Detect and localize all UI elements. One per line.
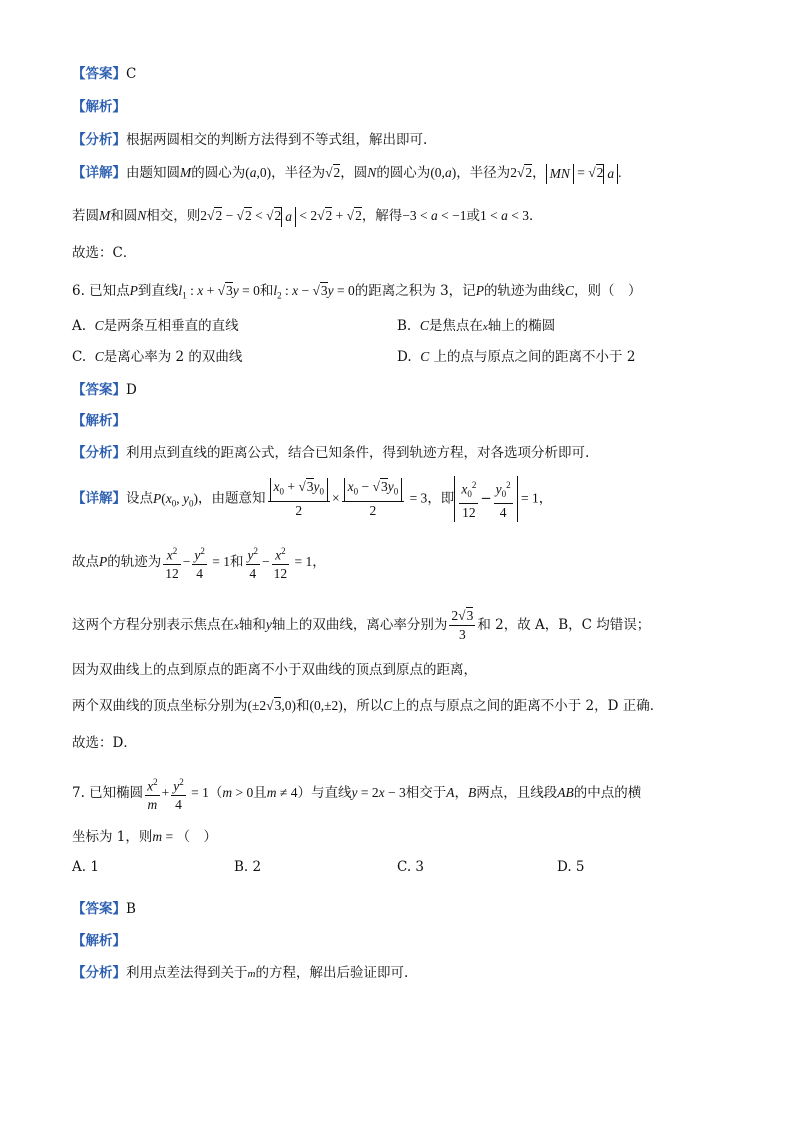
option-letter: D. <box>397 349 412 365</box>
q5-detail-text: 相交，则 <box>146 208 201 224</box>
q6-vertex-text: ，所以 <box>342 698 384 714</box>
q6-option-c <box>72 347 242 367</box>
q6-choice: 故选：D． <box>72 735 137 751</box>
q7-stem: 7. 已知椭圆 $\frac{x^2}{m}$ + $\frac{y^2}{4}$ = 1（m > 0且m ≠ 4）与直线y = 2x − 3相交于A，B两点，且线段AB的中点的横 <box>72 771 641 815</box>
q7-option-a: A. 1 <box>72 859 99 875</box>
math-x: x <box>234 620 239 632</box>
q7-fenxi-text: 的方程，解出后验证即可. <box>255 965 409 981</box>
q7-option-c: C. 3 <box>397 859 425 875</box>
q7-analysis-heading <box>72 931 126 951</box>
q7-stem-text: 且 <box>253 785 267 801</box>
answer-label: 【答案】 <box>72 382 126 398</box>
q6-answer-line <box>72 380 137 400</box>
detail-label: 【详解】 <box>72 165 126 181</box>
q7-stem-text: （ ） <box>176 829 218 845</box>
math-frac-ecc: $\frac{2√3}{3}$ <box>451 608 474 642</box>
math-frac-dist1: $\frac{x_0 + √3y_0}{2}$ <box>268 478 331 520</box>
q6-stem-text: 的距离之积为 3，记 <box>354 283 476 299</box>
option-text: 上的点与原点之间的距离不小于 2 <box>433 349 636 365</box>
math-P: P <box>129 283 138 298</box>
math-C: C <box>419 318 429 333</box>
q6-answer: D <box>126 382 137 398</box>
math-abs-expr: $\frac{x_0^2}{12}$ − $\frac{y_0^2}{4}$ <box>454 476 517 522</box>
q6-explanation <box>72 603 650 648</box>
math-m-eq: m = <box>152 829 177 844</box>
q5-detail-text: ． <box>529 208 543 224</box>
q5-fenxi-text: 根据两圆相交的判断方法得到不等式组，解出即可. <box>126 132 428 148</box>
q6-locus-text: 和 <box>230 554 244 570</box>
q7-fenxi <box>72 963 408 984</box>
math-l2: $l_2$ : x − √3y = 0 <box>273 283 355 301</box>
math-line: y = 2x − 3 <box>351 785 406 800</box>
option-text: 是两条互相垂直的直线 <box>103 318 239 334</box>
math-C: C <box>383 698 393 713</box>
fenxi-label: 【分析】 <box>72 965 126 981</box>
math-C: C <box>94 349 104 364</box>
math-sqrt2: √2 <box>325 165 341 180</box>
q6-fenxi <box>72 443 589 463</box>
q6-vertex-text: 两个双曲线的顶点坐标分别为 <box>72 698 248 714</box>
q6-locus-text: 的轨迹为 <box>107 554 162 570</box>
q7-stem-text: 两点，且线段 <box>476 785 558 801</box>
math-center-M: (a,0) <box>245 165 272 180</box>
option-text: 轴上的椭圆 <box>487 318 556 334</box>
math-vertex-2: (0,±2) <box>309 698 343 713</box>
q7-stem-text: ）与直线 <box>297 785 352 801</box>
math-M: M <box>99 208 111 223</box>
q6-stem-text: ，则（ ） <box>573 283 642 299</box>
q6-option-b <box>397 316 555 337</box>
q6-expl-text: 和 2，故 A，B，C 均错误； <box>477 617 651 633</box>
math-m-pos: m > 0 <box>222 785 254 800</box>
q5-detail-text: 和圆 <box>110 208 138 224</box>
analysis-label: 【解析】 <box>72 933 126 949</box>
q6-expl-text: 轴上的双曲线，离心率分别为 <box>271 617 448 633</box>
q6-fenxi-text: 利用点到直线的距离公式，结合已知条件，得到轨迹方程，对各选项分析即可. <box>126 445 590 461</box>
q5-detail-text: 的圆心为 <box>376 165 431 181</box>
option-text: 是焦点在 <box>428 318 483 334</box>
q6-detail-text: ， <box>538 490 553 507</box>
q7-stem-2 <box>72 827 217 847</box>
q7-stem-text: 相交于 <box>405 785 447 801</box>
q7-answer: B <box>126 901 136 917</box>
math-x: x <box>482 321 488 333</box>
q5-detail-text: ，圆 <box>340 165 368 181</box>
math-point-P: $P(x_0$, $y_0$) <box>153 490 198 509</box>
analysis-label: 【解析】 <box>72 99 126 115</box>
math-eq3: = 3 <box>406 490 428 506</box>
math-C: C <box>94 318 104 333</box>
q6-analysis-heading <box>72 411 126 431</box>
math-inequality: 2√2 − √2 < √2 a < 2√2 + √2 <box>200 208 362 223</box>
math-C: C <box>420 349 430 364</box>
math-frac: $\frac{y^2}{4}$ <box>246 542 261 584</box>
q5-detail-text: 由题知圆 <box>126 165 180 181</box>
q5-detail-1 <box>72 163 622 184</box>
math-AB: AB <box>557 785 574 800</box>
math-vertex-1: (±2√3,0) <box>247 698 296 713</box>
math-M: M <box>180 165 192 180</box>
q5-analysis-heading <box>72 97 126 117</box>
q6-stem-text: 到直线 <box>137 283 179 299</box>
q7-option-d: D. 5 <box>557 859 585 875</box>
math-eq1: = 1 <box>517 490 539 506</box>
q7-fenxi-text: 利用点差法得到关于 <box>126 965 248 981</box>
math-frac: $\frac{x^2}{12}$ <box>272 542 290 584</box>
option-letter: C. <box>72 349 87 365</box>
q5-detail-text: ，半径为 <box>456 165 511 181</box>
math-A: A <box>446 785 455 800</box>
fenxi-label: 【分析】 <box>72 445 126 461</box>
q7-option-b: B. 2 <box>234 859 262 875</box>
q7-stem-text: 7. 已知椭圆 <box>72 785 144 801</box>
math-frac: $\frac{x^2}{12}$ <box>163 542 181 584</box>
q7-stem-text: 坐标为 1，则 <box>72 829 153 845</box>
q6-stem <box>72 281 641 306</box>
q5-answer-line <box>72 64 136 84</box>
q5-answer: C <box>126 66 137 82</box>
q5-detail-text: ，解得 <box>361 208 403 224</box>
q7-stem-text: 的中点的横 <box>573 785 642 801</box>
answer-label: 【答案】 <box>72 66 126 82</box>
q5-choice: 故选：C． <box>72 245 137 261</box>
math-frac-dist2: $\frac{x_0 - √3y_0}{2}$ <box>342 478 405 520</box>
math-m-ne4: m ≠ 4 <box>266 785 298 800</box>
math-P: P <box>475 283 484 298</box>
math-frac: $\frac{x^2}{m}$ <box>145 773 160 815</box>
math-range-1: −3 < a < −1 <box>402 208 467 223</box>
math-m: m <box>247 968 256 980</box>
q7-stem-text: （ <box>208 785 223 801</box>
q6-vertex-text: 和 <box>295 698 310 714</box>
q7-answer-line <box>72 899 136 919</box>
math-B: B <box>467 785 477 800</box>
math-l1: $l_1$ : x + √3y = 0 <box>178 283 260 301</box>
q6-detail-text: ，由题意知 <box>198 490 266 507</box>
answer-label: 【答案】 <box>72 901 126 917</box>
q6-stem-text: 和 <box>259 283 274 299</box>
math-y: y <box>265 617 272 632</box>
q5-detail-2 <box>72 206 543 227</box>
option-text: 是离心率为 2 的双曲线 <box>103 349 243 365</box>
math-MN: MN = √2 a . <box>546 165 622 180</box>
option-letter: A. <box>72 318 87 334</box>
q6-vertex-text: 上的点与原点之间的距离不小于 2，D 正确． <box>392 698 664 714</box>
q6-detail <box>72 476 552 525</box>
math-times: × <box>332 490 340 506</box>
q6-locus-text: 故点 <box>72 554 99 570</box>
q5-detail-text: ，半径为 <box>271 165 326 181</box>
detail-label: 【详解】 <box>72 490 126 507</box>
math-frac: $\frac{y^2}{4}$ <box>171 773 186 815</box>
math-N: N <box>137 208 147 223</box>
q5-detail-text: 或 <box>466 208 481 224</box>
q5-detail-text: 若圆 <box>72 208 99 224</box>
q6-locus: 故点P的轨迹为 $\frac{x^2}{12}$ − $\frac{y^2}{4}$ = 1和 $\frac{y^2}{4}$ − $\frac{x^2}{12}$ = 1， <box>72 540 326 584</box>
math-2sqrt2: 2√2 <box>510 165 533 180</box>
math-center-N: (0,a) <box>430 165 457 180</box>
q7-stem-text: ， <box>454 785 468 801</box>
q5-fenxi <box>72 130 427 150</box>
q6-detail-text: ，即 <box>427 490 455 507</box>
q6-stem-text: 6. 已知点 <box>72 283 130 299</box>
math-P: P <box>99 554 108 569</box>
analysis-label: 【解析】 <box>72 413 126 429</box>
math-range-2: 1 < a < 3 <box>480 208 530 223</box>
q6-vertex <box>72 696 663 716</box>
q6-option-d <box>397 347 635 367</box>
math-frac: $\frac{y^2}{4}$ <box>192 542 207 584</box>
q6-reason: 因为双曲线上的点到原点的距离不小于双曲线的顶点到原点的距离， <box>72 662 477 678</box>
q6-expl-text: 轴和 <box>238 617 266 633</box>
q6-detail-text: 设点 <box>126 490 153 507</box>
math-C: C <box>564 283 574 298</box>
fenxi-label: 【分析】 <box>72 132 126 148</box>
q6-option-a <box>72 316 239 336</box>
option-letter: B. <box>397 318 412 334</box>
q6-stem-text: 的轨迹为曲线 <box>483 283 565 299</box>
math-N: N <box>367 165 377 180</box>
q5-detail-text: ， <box>532 165 546 181</box>
q5-detail-text: 的圆心为 <box>191 165 246 181</box>
q6-expl-text: 这两个方程分别表示焦点在 <box>72 617 234 633</box>
q6-locus-text: ， <box>312 554 326 570</box>
